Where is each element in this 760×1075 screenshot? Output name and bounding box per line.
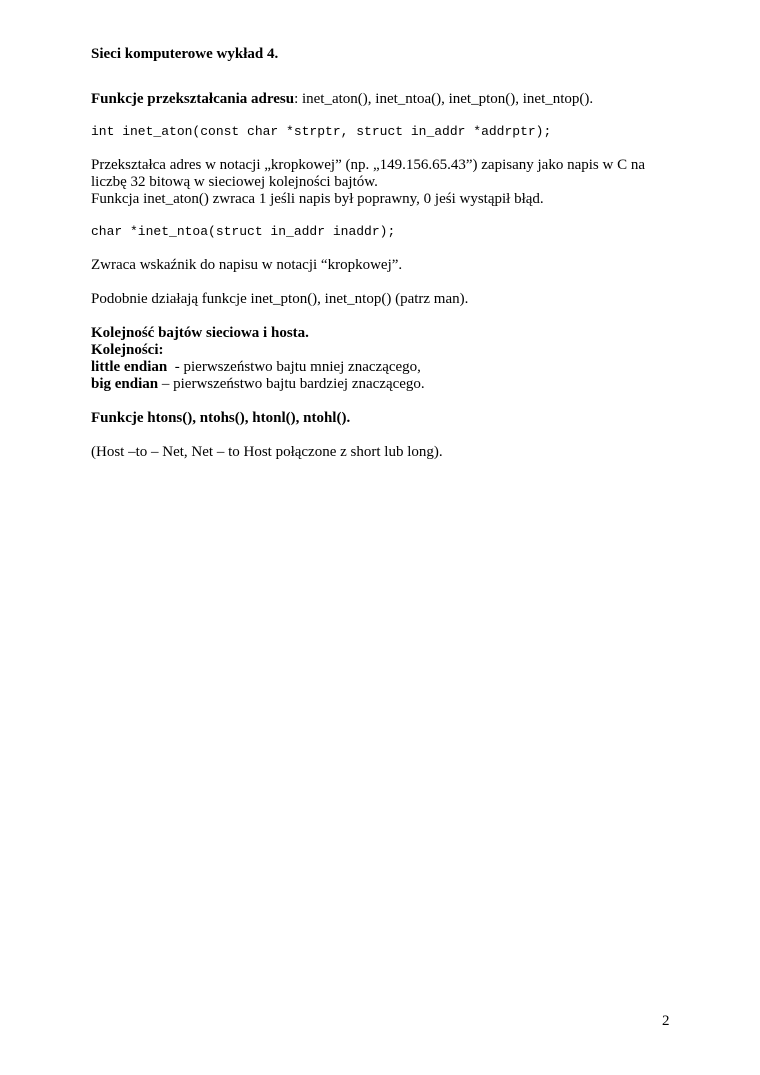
section-heading-address-functions (91, 91, 671, 108)
subheading-orders: Kolejności: (91, 342, 164, 358)
paragraph-aton-line1: Przekształca adres w notacji „kropkowej” (np. „149.156.65.43”) zapisany jako napis w C na (91, 157, 645, 173)
document-title: Sieci komputerowe wykład 4. (91, 46, 279, 62)
paragraph-pton-ntop: Podobnie działają funkcje inet_pton(), inet_ntop() (patrz man). (91, 291, 469, 307)
code-inet-aton: int inet_aton(const char *strptr, struct in_addr *addrptr); (91, 124, 552, 139)
code-inet-ntoa: char *inet_ntoa(struct in_addr inaddr); (91, 224, 396, 239)
paragraph-aton-line2: liczbę 32 bitową w sieciowej kolejności bajtów. (91, 174, 378, 190)
list-item-big-endian (91, 376, 671, 393)
list-item-little-endian (91, 359, 671, 376)
paragraph-aton-line3: Funkcja inet_aton() zwraca 1 jeśli napis był poprawny, 0 jeśi wystąpił błąd. (91, 191, 544, 207)
section-heading-functions-list: : inet_aton(), inet_ntoa(), inet_pton(), inet_ntop(). (294, 91, 594, 107)
term-big-endian: big endian (91, 376, 159, 392)
desc-little-endian: - pierwszeństwo bajtu mniej znaczącego, (167, 359, 421, 375)
paragraph-host-net: (Host –to – Net, Net – to Host połączone z short lub long). (91, 444, 443, 460)
page-number: 2 (662, 1013, 670, 1029)
page-content (91, 46, 671, 461)
term-little-endian: little endian (91, 359, 168, 375)
section-heading-bold: Funkcje przekształcania adresu (91, 91, 295, 107)
desc-big-endian: – pierwszeństwo bajtu bardziej znaczącego. (158, 376, 425, 392)
section-heading-htons: Funkcje htons(), ntohs(), htonl(), ntohl(). (91, 410, 351, 426)
section-heading-byte-order: Kolejność bajtów sieciowa i hosta. (91, 325, 309, 341)
paragraph-ntoa: Zwraca wskaźnik do napisu w notacji “kropkowej”. (91, 257, 403, 273)
